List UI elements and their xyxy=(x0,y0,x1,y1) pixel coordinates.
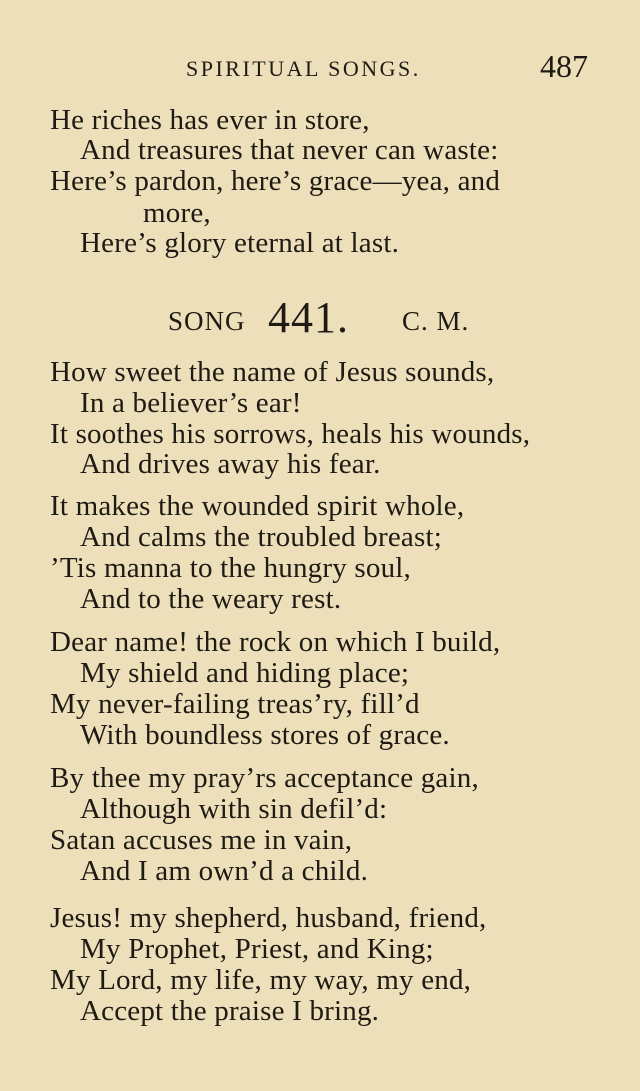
verse-line: Here’s pardon, here’s grace—yea, and xyxy=(50,165,501,197)
verse-line: And I am own’d a child. xyxy=(80,855,369,887)
verse-line: Accept the praise I bring. xyxy=(80,995,380,1027)
verse-line: How sweet the name of Jesus sounds, xyxy=(50,356,495,388)
verse-line: Here’s glory eternal at last. xyxy=(80,227,400,259)
verse-line: My never-failing treas’ry, fill’d xyxy=(50,688,420,720)
verse-line: He riches has ever in store, xyxy=(50,104,370,136)
verse-line: My Prophet, Priest, and King; xyxy=(80,933,434,965)
verse-line: And treasures that never can waste: xyxy=(80,134,499,166)
verse-line: Jesus! my shepherd, husband, friend, xyxy=(50,902,487,934)
verse-line: In a believer’s ear! xyxy=(80,387,302,419)
song-heading xyxy=(0,290,640,350)
page-number: 487 xyxy=(540,48,588,84)
verse-line: ’Tis manna to the hungry soul, xyxy=(50,552,411,584)
running-head xyxy=(0,48,640,88)
verse-line: And calms the troubled breast; xyxy=(80,521,442,553)
song-meter: C. M. xyxy=(402,306,470,336)
song-label: SONG xyxy=(168,306,246,336)
verse-line: My shield and hiding place; xyxy=(80,657,410,689)
verse-line: Although with sin defil’d: xyxy=(80,793,388,825)
running-head-title: SPIRITUAL SONGS. xyxy=(186,56,421,81)
verse-line: With boundless stores of grace. xyxy=(80,719,450,751)
song-number: 441. xyxy=(268,293,349,342)
verse-line: Dear name! the rock on which I build, xyxy=(50,626,501,658)
verse-line: And to the weary rest. xyxy=(80,583,342,615)
verse-line: And drives away his fear. xyxy=(80,448,381,480)
verse-line: It soothes his sorrows, heals his wounds, xyxy=(50,418,531,450)
verse-line: more, xyxy=(143,197,211,229)
verse-line: Satan accuses me in vain, xyxy=(50,824,353,856)
verse-line: It makes the wounded spirit whole, xyxy=(50,490,465,522)
verse-line: My Lord, my life, my way, my end, xyxy=(50,964,472,996)
verse-line: By thee my pray’rs acceptance gain, xyxy=(50,762,479,794)
